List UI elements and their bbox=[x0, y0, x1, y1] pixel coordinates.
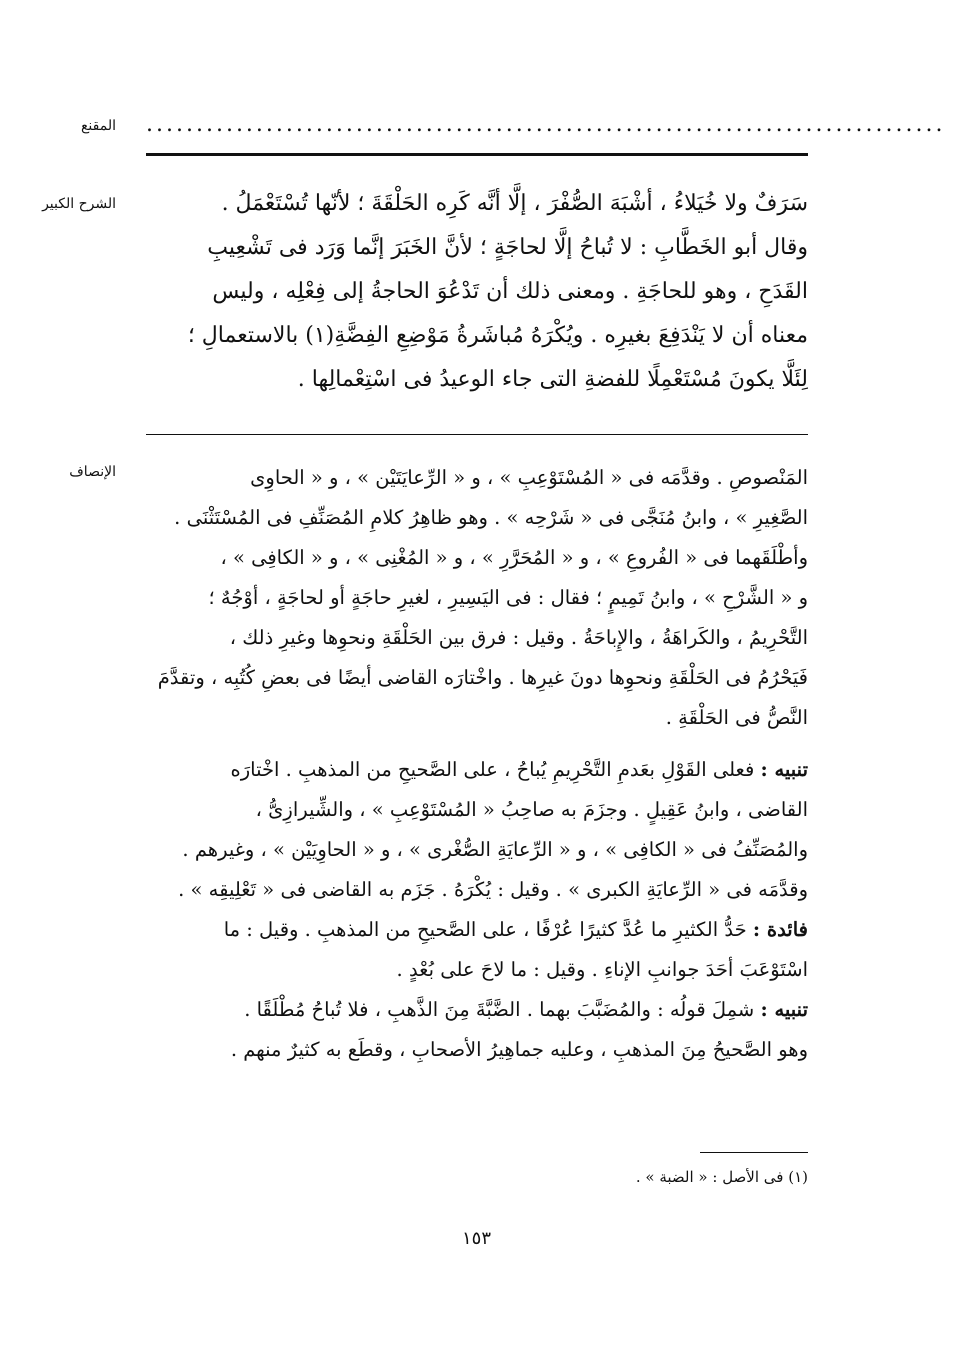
tanbih-heading: تنبيه : bbox=[760, 758, 808, 781]
insaf-line-text: شمِلَ قولُه : والمُضَبَّبَ بهما . الضَّبَّةَ مِنَ الذَّهبِ ، فلا تُباحُ مُطْلَقًا . bbox=[244, 998, 755, 1021]
insaf-line: وأطْلَقَهما فى « الفُروعِ » ، و « المُحَرَّرِ » ، و « المُغْنِى » ، و « الكافِى » ، bbox=[220, 546, 808, 569]
insaf-line-text: حَدُّ الكثيرِ ما عُدَّ كثيرًا عُرْفًا ، على الصَّحيحِ من المذهبِ . وقيل : ما bbox=[223, 918, 747, 941]
page-number: ١٥٣ bbox=[461, 1228, 491, 1249]
insaf-line: وهو الصَّحيحُ مِنَ المذهبِ ، وعليه جماهِيرُ الأصحابِ ، وقطَع به كثيرٌ منهم . bbox=[230, 1038, 808, 1061]
insaf-line: المَنْصوصِ . وقدَّمَه فى « المُسْتَوْعِبِ » ، و « الرِّعايَتَيْن » ، و « الحاوِى bbox=[250, 466, 808, 489]
insaf-line: الصَّغِيرِ » ، وابنُ مُنَجَّى فى « شَرْحِه » . وهو ظاهِرُ كلامِ المُصَنِّفِ فى المُسْتَثْنَى . bbox=[174, 506, 808, 529]
insaf-line: وقدَّمَه فى « الرِّعايَةِ الكبرى » . وقيل : يُكْرَهُ . جَزَم به القاضى فى « تَعْلِيقِه » . bbox=[178, 878, 808, 901]
header-dotted-line: ................................................................................ bbox=[146, 112, 946, 137]
insaf-line: النَّصُّ فى الحَلْقَةِ . bbox=[665, 706, 808, 729]
insaf-paragraph bbox=[146, 458, 808, 738]
sharh-line: وقال أبو الخَطَّابِ : لا تُباحُ إلَّا لحاجَةٍ ؛ لأنَّ الخَبَرَ إنَّما وَرَد فى تَشْعِيبِ bbox=[207, 235, 808, 260]
insaf-line: و « الشَّرْحِ » ، وابنُ تَمِيمٍ ؛ فقال : فى اليَسِيرِ ، لغيرِ حاجَةٍ أو لحاجَةٍ ، أوْجُهٌ ؛ bbox=[208, 586, 808, 609]
footnote-rule bbox=[700, 1152, 808, 1153]
insaf-line bbox=[146, 990, 808, 1030]
sharh-line: سَرَفٌ ولا خُيَلاءُ ، أشْبَهَ الصُّفْرَ ، إلَّا أنَّه كَرِه الحَلْقَةَ ؛ لأنّها تُسْتَعْمَلُ . bbox=[221, 191, 808, 216]
insaf-line bbox=[146, 910, 808, 950]
tanbih-paragraph bbox=[146, 990, 808, 1070]
insaf-text-block bbox=[146, 458, 808, 1070]
insaf-line bbox=[146, 750, 808, 790]
footnote: (١) فى الأصل : « الضبة » . bbox=[635, 1168, 808, 1186]
sharh-text-block bbox=[146, 182, 808, 402]
insaf-line: التَّحْرِيمُ ، والكَراهَةُ ، والإِباحَةُ . وقيل : فرق بين الحَلْقَةِ ونحوِها وغيرِ ذلك ، bbox=[229, 626, 808, 649]
section-label-insaf: الإنصاف bbox=[69, 464, 116, 480]
faida-paragraph bbox=[146, 910, 808, 990]
tanbih-heading: تنبيه : bbox=[760, 998, 808, 1021]
insaf-line: القاضى ، وابنُ عَقِيلٍ . وجزَمَ به صاحِبُ « المُسْتَوْعِبِ » ، والشِّيرازِىُّ ، bbox=[255, 798, 808, 821]
sharh-line: معناه أن لا يَنْدَفِعَ بغيرِه . ويُكْرَهُ مُباشَرةُ مَوْضِعِ الفِضَّةِ(١) بالاستعمالِ ؛ bbox=[187, 323, 808, 348]
insaf-line: اسْتَوْعَبَ أحَدَ جوانبِ الإناءِ . وقيل : ما لاحَ على بُعْدٍ . bbox=[396, 958, 808, 981]
tanbih-paragraph bbox=[146, 750, 808, 910]
section-divider bbox=[146, 434, 808, 435]
faida-heading: فائدة : bbox=[752, 918, 808, 941]
sharh-line: القَدَحِ ، وهو للحاجَةِ . ومعنى ذلك أن تَدْعُوَ الحاجةُ إلى فِعْلِه ، وليس bbox=[212, 279, 808, 304]
insaf-line-text: فعلى القَوْلِ بعَدمِ التَّحْرِيمِ يُباحُ ، على الصَّحيحِ من المذهبِ . اخْتارَه bbox=[230, 758, 755, 781]
sharh-line: لِئَلَّا يكونَ مُسْتَعْمِلًا للفضةِ التى جاء الوعيدُ فى اسْتِعْمالِها . bbox=[297, 367, 808, 392]
insaf-line: والمُصَنِّفُ فى « الكافِى » ، و « الرِّعايَةِ الصُّغْرى » ، و « الحاوِيَيْن » ، وغيرهم . bbox=[182, 838, 808, 861]
section-label-sharh: الشرح الكبير bbox=[42, 196, 116, 212]
header-rule bbox=[146, 153, 808, 156]
book-label-muqni: المقنع bbox=[80, 118, 116, 134]
insaf-line: فَيَحْرُمُ فى الحَلْقَةِ ونحوِها دونَ غيرِها . واخْتارَه القاضى أيضًا فى بعضِ كُتُبِه ، وتقدَّمَ bbox=[157, 666, 808, 689]
